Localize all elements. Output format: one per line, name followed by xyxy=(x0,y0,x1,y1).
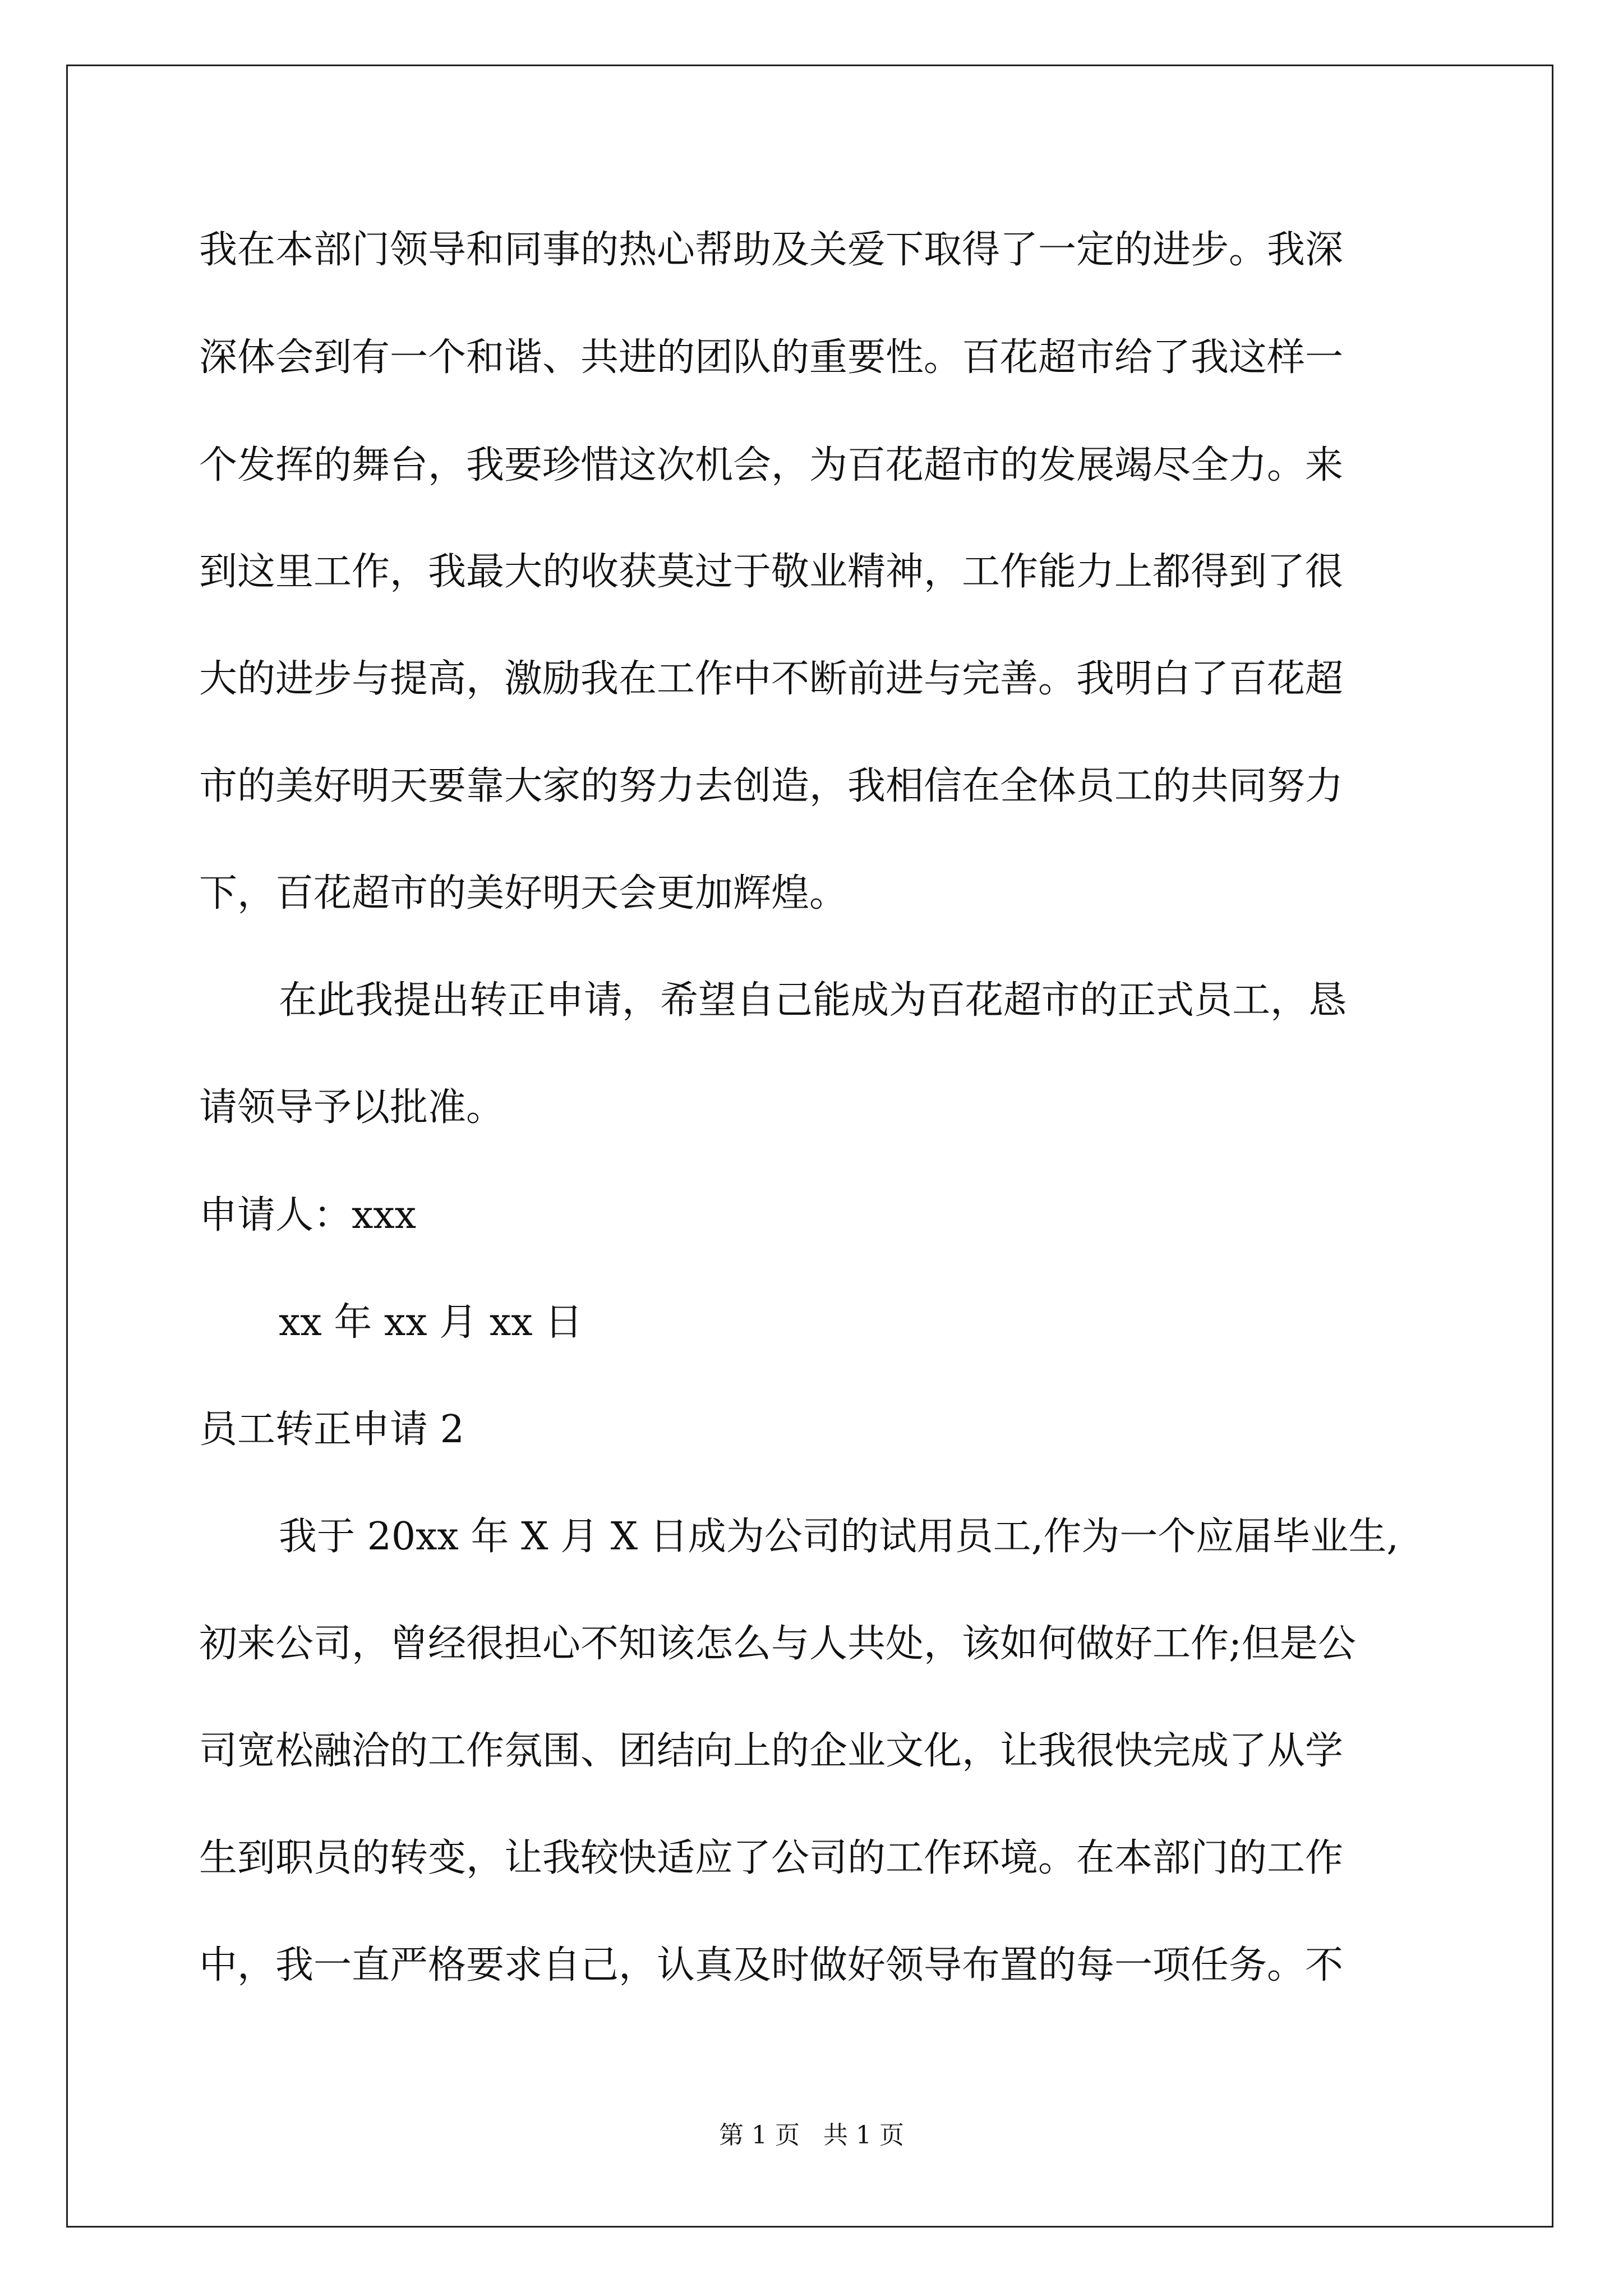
paragraph-1-line-5: 大的进步与提高，激励我在工作中不断前进与完善。我明白了百花超 xyxy=(199,657,1344,701)
paragraph-1-line-6: 市的美好明天要靠大家的努力去创造，我相信在全体员工的共同努力 xyxy=(199,764,1344,808)
paragraph-1-line-4: 到这里工作，我最大的收获莫过于敬业精神，工作能力上都得到了很 xyxy=(199,550,1344,594)
paragraph-3-line-2: 初来公司，曾经很担心不知该怎么与人共处，该如何做好工作;但是公 xyxy=(199,1622,1356,1666)
paragraph-3-line-3: 司宽松融洽的工作氛围、团结向上的企业文化，让我很快完成了从学 xyxy=(199,1729,1344,1773)
page-footer: 第 1 页 共 1 页 xyxy=(719,2121,904,2150)
paragraph-1-line-1: 我在本部门领导和同事的热心帮助及关爱下取得了一定的进步。我深 xyxy=(199,228,1344,272)
paragraph-2-line-2: 请领导予以批准。 xyxy=(199,1085,505,1130)
paragraph-2-line-1: 在此我提出转正申请，希望自己能成为百花超市的正式员工，恳 xyxy=(279,978,1347,1023)
paragraph-1-line-3: 个发挥的舞台，我要珍惜这次机会，为百花超市的发展竭尽全力。来 xyxy=(199,443,1344,487)
page-border xyxy=(66,65,1553,2228)
paragraph-3-line-4: 生到职员的转变，让我较快适应了公司的工作环境。在本部门的工作 xyxy=(199,1836,1344,1880)
paragraph-3-line-5: 中，我一直严格要求自己，认真及时做好领导布置的每一项任务。不 xyxy=(199,1943,1344,1987)
paragraph-1-line-7: 下，百花超市的美好明天会更加辉煌。 xyxy=(199,871,848,915)
paragraph-1-line-2: 深体会到有一个和谐、共进的团队的重要性。百花超市给了我这样一 xyxy=(199,335,1344,380)
paragraph-3-line-1: 我于 20xx 年 X 月 X 日成为公司的试用员工,作为一个应届毕业生, xyxy=(279,1515,1399,1559)
section-title: 员工转正申请 2 xyxy=(199,1407,464,1452)
applicant-line: 申请人：xxx xyxy=(199,1193,417,1237)
date-line: xx 年 xx 月 xx 日 xyxy=(279,1300,583,1345)
